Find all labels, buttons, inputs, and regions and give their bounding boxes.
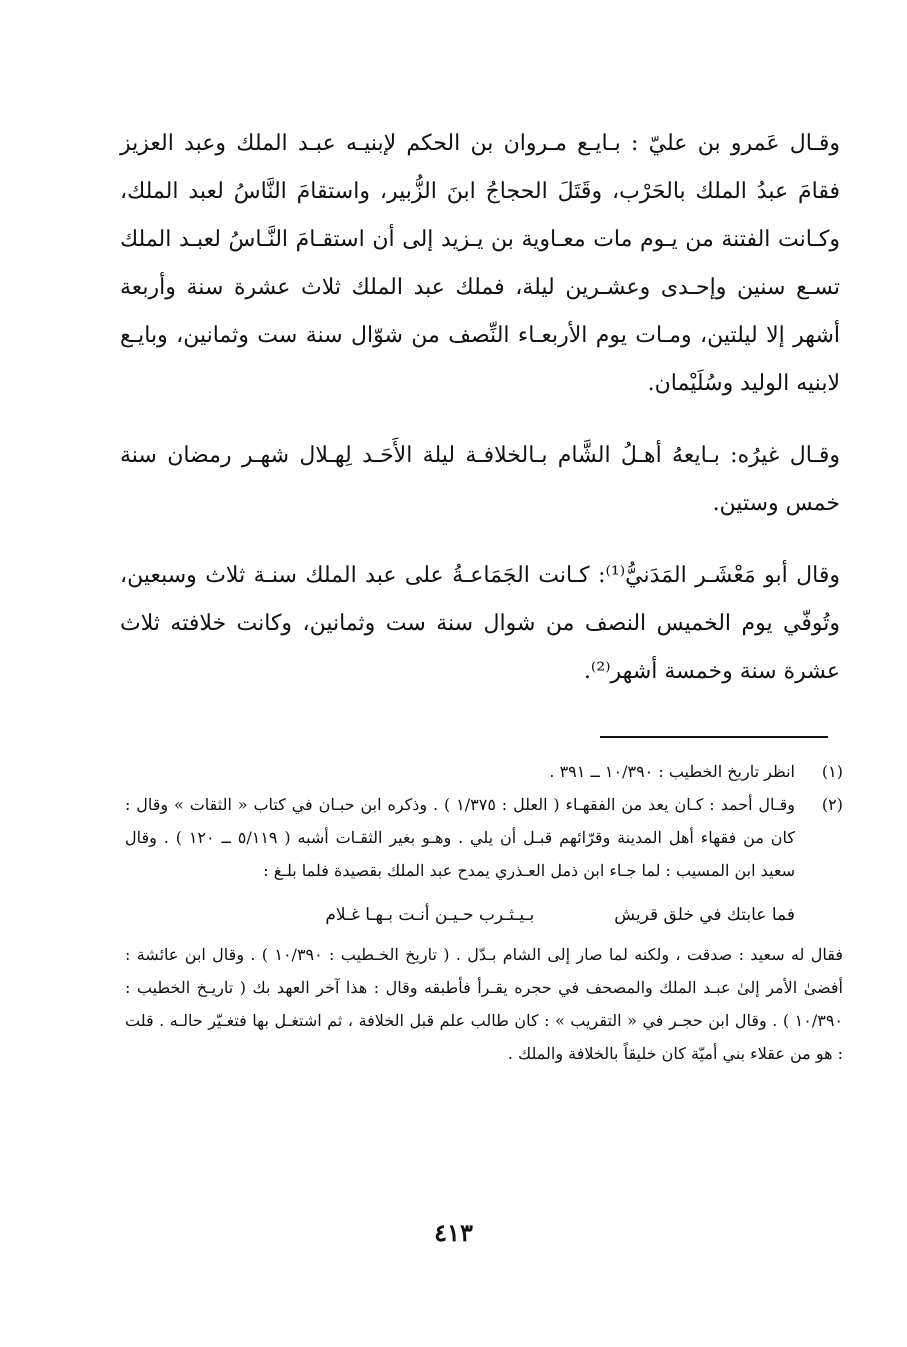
paragraph: وقال أبو مَعْشَـر المَدَنيُّ⁽¹⁾: كـانت الجَمَاعـةُ على عبد الملك سنـة ثلاث وسبعين، وتُوفّي يوم الخميس النصف من شوال سنة ست وثمانين، وكانت خلافته ثلاث عشرة سنة وخمسة أشهر⁽²⁾. xyxy=(120,563,841,684)
footnote-number: (٢) xyxy=(821,795,843,814)
footnote-separator xyxy=(600,736,828,738)
footnote-number: (١) xyxy=(821,762,843,781)
poem-verse xyxy=(125,899,843,932)
main-text xyxy=(120,120,840,720)
paragraph: وقـال عَمرو بن عليّ : بـايـع مـروان بن الحكم لإبنيـه عبـد الملك وعبد العزيز فقامَ عبدُ الملك بالحَرْب، وقَتَلَ الحجاجُ ابنَ الزُّبير، واستقامَ النَّاسُ لعبد الملك، وكـانت الفتنة من يـوم مات معـاوية بن يـزيد إلى أن استقـامَ النَّـاسُ لعبـد الملك تسـع سنين وإحـدى وعشـرين ليلة، فملك عبد الملك ثلاث عشرة سنة وأربعة أشهر إلا ليلتين، ومـات يوم الأربعـاء النِّصف من شوّال سنة ست وثمانين، وبايـع لابنيه الوليد وسُلَيْمان. xyxy=(120,131,840,396)
paragraph: وقـال غيرُه: بـايعهُ أهـلُ الشَّام بـالخلافـة ليلة الأَحَـد لِهـلال شهـر رمضان سنة خمس وستين. xyxy=(120,443,840,516)
footnote-text: انظر تاريخ الخطيب : ١٠/٣٩٠ ــ ٣٩١ . xyxy=(549,762,795,781)
footnote xyxy=(125,755,843,788)
poem-hemistich: فما عابتك في خلق قريش xyxy=(614,905,795,925)
footnote-body xyxy=(125,755,795,788)
footnotes xyxy=(125,755,843,1070)
footnote-text: فقال له سعيد : صدقت ، ولكنه لما صار إلى الشام بـدّل . ( تاريخ الخـطيب : ١٠/٣٩٠ ) . وقال ابن عائشة : أفضىٰ الأمر إلىٰ عبـد الملك والمصحف في حجره يقـرأ فأطبقه وقال : هذا آخر العهد بك ( تاريـخ الخطيب : ١٠/٣٩٠ ) . وقال ابن حجـر في « التقريب » : كان طالب علم قبل الخلافة ، ثم اشتغـل بها فتغـيّر حالـه . قلت : هو من عقلاء بني أميّة كان خليقاً بالخلافة والملك . xyxy=(125,945,844,1063)
footnote xyxy=(125,788,843,887)
footnote-continuation xyxy=(125,938,843,1070)
footnote-text: وقـال أحمد : كـان يعد من الفقهـاء ( العلل : ١/٣٧٥ ) . وذكره ابن حبـان في كتاب « الثقات » وقال : كان من فقهاء أهل المدينة وقرّائهم قبـل أن يلي . وهـو بغير الثقـات أشبه ( ٥/١١٩ ــ ١٢٠ ) . وقال سعيد ابن المسيب : لما جـاء ابن ذمل العـذري يمدح عبد الملك بقصيدة فلما بلـغ : xyxy=(125,795,796,880)
footnote-body xyxy=(125,788,795,887)
page-number: ٤١٣ xyxy=(434,1218,473,1247)
poem-hemistich: بـيـثـرب حـيـن أنـت بـهـا غـلام xyxy=(325,905,535,925)
